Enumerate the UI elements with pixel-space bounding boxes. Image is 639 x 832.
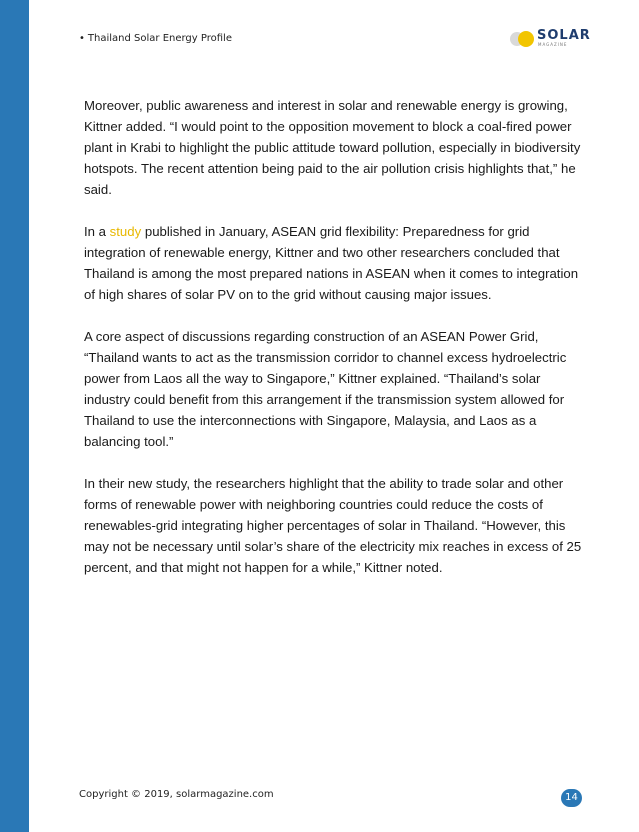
- footer-copyright: Copyright © 2019, solarmagazine.com: [79, 789, 274, 800]
- logo-subtext: MAGAZINE: [538, 42, 568, 47]
- header-title: [79, 33, 232, 44]
- paragraph-2-lead: In a: [84, 224, 110, 239]
- article-body: [84, 95, 584, 599]
- sun-logo-icon: [507, 29, 537, 49]
- left-accent-bar: [0, 0, 29, 832]
- header-title-text: Thailand Solar Energy Profile: [87, 33, 232, 44]
- study-link[interactable]: study: [109, 224, 142, 239]
- logo-text: SOLAR: [537, 28, 591, 43]
- solar-magazine-logo: [507, 28, 591, 49]
- paragraph-2-rest: published in January, ASEAN grid flexibility: Preparedness for grid integration of renewable energy, Kittner and two other researchers concluded that Thailand is among the most prepared nations in ASEAN when it comes to integration of high shares of solar PV on to the grid without causing major issues.: [84, 224, 579, 302]
- paragraph-2: [84, 221, 584, 305]
- page-number-badge: 14: [561, 789, 582, 807]
- paragraph-4: In their new study, the researchers highlight that the ability to trade solar and other forms of renewable power with neighboring countries could reduce the costs of renewables-grid integrating higher percentages of solar in Thailand. “However, this may not be necessary until solar’s share of the electricity mix reaches in excess of 25 percent, and that might not happen for a while,” Kittner noted.: [84, 476, 582, 575]
- paragraph-1: Moreover, public awareness and interest in solar and renewable energy is growing, Kittner added. “I would point to the opposition movement to block a coal-fired power plant in Krabi to highlight the public attitude toward pollution, especially in biodiversity hotspots. The recent attention being paid to the air pollution crisis highlights that,” he said.: [84, 98, 581, 197]
- paragraph-3: A core aspect of discussions regarding construction of an ASEAN Power Grid, “Thailand wants to act as the transmission corridor to channel excess hydroelectric power from Laos all the way to Singapore,” Kittner explained. “Thailand’s solar industry could benefit from this arrangement if the transmission system allowed for Thailand to use the interconnections with Singapore, Malaysia, and Laos as a balancing tool.”: [84, 329, 567, 449]
- header-bullet: •: [79, 33, 85, 44]
